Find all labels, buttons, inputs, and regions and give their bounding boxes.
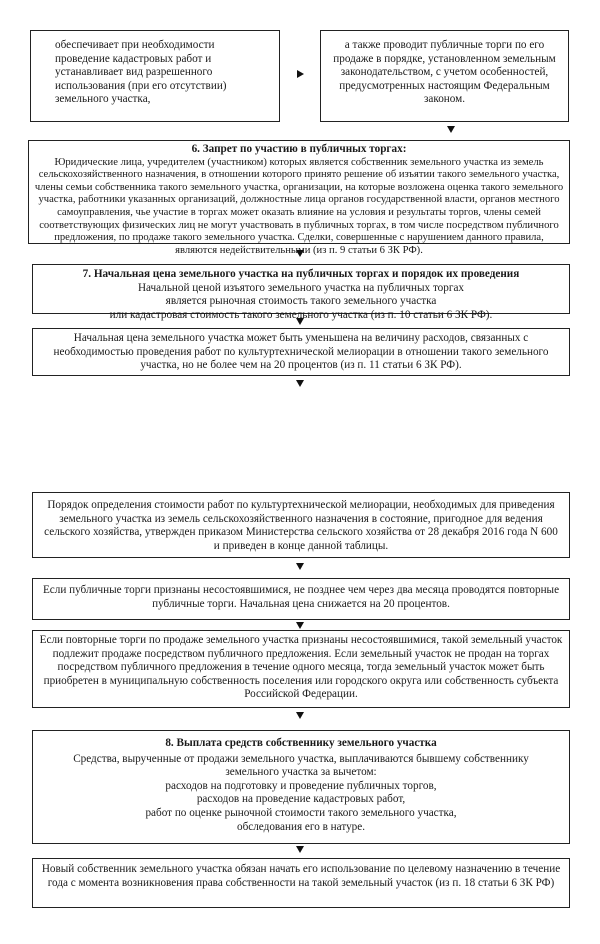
- box-cadastral-works: [30, 30, 280, 122]
- initial-price-line-2: является рыночная стоимость такого земельного участка: [165, 295, 437, 308]
- initial-price-heading: 7. Начальная цена земельного участка на публичных торгах и порядок их проведения: [82, 268, 520, 280]
- arrow-down-4: [296, 380, 304, 387]
- price-reduction-text: Начальная цена земельного участка может быть уменьшена на величину расходов, связанных с необходимостью проведения работ по культуртехнической мелиорации в отношении такого земельного участка, но не более чем на 20 процентов (из п. 11 статьи 6 ЗК РФ).: [53, 332, 549, 372]
- box-price-reduction: [32, 328, 570, 376]
- arrow-down-5: [296, 563, 304, 570]
- owner-payment-line-5: обследования его в натуре.: [236, 820, 366, 833]
- auction-ban-text: Юридические лица, учредителем (участником) которых является собственник земельного участка из земель сельскохозяйственного назначения, в отношении которого принято решение об изъятии такого земельного участка, члены семьи собственника такого земельного участка, организации, на которые возложена оценка такого земельного участка, работники указанных организаций, должностные лица органов государственной власти, органов местного самоуправления, чье участие в торгах может оказать влияние на условия и результаты торгов, члены семей соответствующих физических лиц не могут участвовать в публичных торгах, в том числе посредством публичного предложения, по продаже такого земельного участка. Сделки, совершенные с нарушением данного правила, являются недействительными (из п. 9 статьи 6 ЗК РФ).: [34, 156, 564, 256]
- arrow-down-3: [296, 318, 304, 325]
- arrow-down-1: [447, 126, 455, 133]
- box-new-owner: [32, 858, 570, 908]
- box-auction-ban: [28, 140, 570, 256]
- box-melioration-cost: [32, 492, 570, 558]
- arrow-down-2: [296, 250, 304, 257]
- owner-payment-line-3: расходов на проведение кадастровых работ,: [196, 793, 406, 806]
- initial-price-line-1: Начальной ценой изъятого земельного участка на публичных торгах: [137, 281, 465, 294]
- arrow-down-8: [296, 846, 304, 853]
- owner-payment-heading: 8. Выплата средств собственнику земельного участка: [165, 737, 437, 749]
- initial-price-line-3: или кадастровая стоимость такого земельного участка (из п. 10 статьи 6 ЗК РФ).: [109, 308, 493, 321]
- new-owner-text: Новый собственник земельного участка обязан начать его использование по целевому назначению в течение года с момента возникновения права собственности на такой земельный участок (из п. 18 статьи 6 ЗК РФ): [41, 863, 561, 889]
- box-initial-price: [32, 264, 570, 321]
- arrow-down-6: [296, 622, 304, 629]
- cadastral-works-text: обеспечивает при необходимости проведение кадастровых работ и устанавливает вид разрешенного использования (при его отсутствии) земельного участка,: [55, 39, 227, 106]
- auction-ban-heading: 6. Запрет по участию в публичных торгах:: [191, 143, 407, 155]
- box-public-auction: [320, 30, 569, 122]
- owner-payment-line-2: расходов на подготовку и проведение публичных торгов,: [165, 779, 437, 792]
- box-owner-payment: [32, 730, 570, 844]
- public-auction-text: а также проводит публичные торги по его продаже в порядке, установленном земельным законодательством, с учетом особенностей, предусмотренных настоящим Федеральным законом.: [333, 39, 556, 106]
- owner-payment-line-4: работ по оценке рыночной стоимости такого земельного участка,: [145, 806, 457, 819]
- box-repeat-auction: [32, 630, 570, 708]
- repeat-auction-text: Если повторные торги по продаже земельного участка признаны несостоявшимися, такой земельный участок подлежит продаже посредством публичного предложения. Если земельный участок не продан на торгах посредством публичного предложения в течение одного месяца, тогда земельный участок может быть приобретен в муниципальную собственность поселения или городского округа или собственность субъекта Российской Федерации.: [39, 634, 563, 701]
- box-failed-auction: [32, 578, 570, 620]
- melioration-cost-text: Порядок определения стоимости работ по культуртехнической мелиорации, необходимых для приведения земельного участка из земель сельскохозяйственного назначения в состояние, пригодное для ведения сельского хозяйства, утвержден приказом Министерства сельского хозяйства от 28 декабря 2016 года N 600 и приведен в конце данной таблицы.: [44, 499, 558, 552]
- arrow-right: [297, 70, 304, 78]
- owner-payment-line-1: Средства, вырученные от продажи земельного участка, выплачиваются бывшему собственнику земельного участка за вычетом:: [73, 752, 529, 779]
- failed-auction-text: Если публичные торги признаны несостоявшимися, не позднее чем через два месяца проводятся повторные публичные торги. Начальная цена снижается на 20 процентов.: [42, 584, 560, 610]
- arrow-down-7: [296, 712, 304, 719]
